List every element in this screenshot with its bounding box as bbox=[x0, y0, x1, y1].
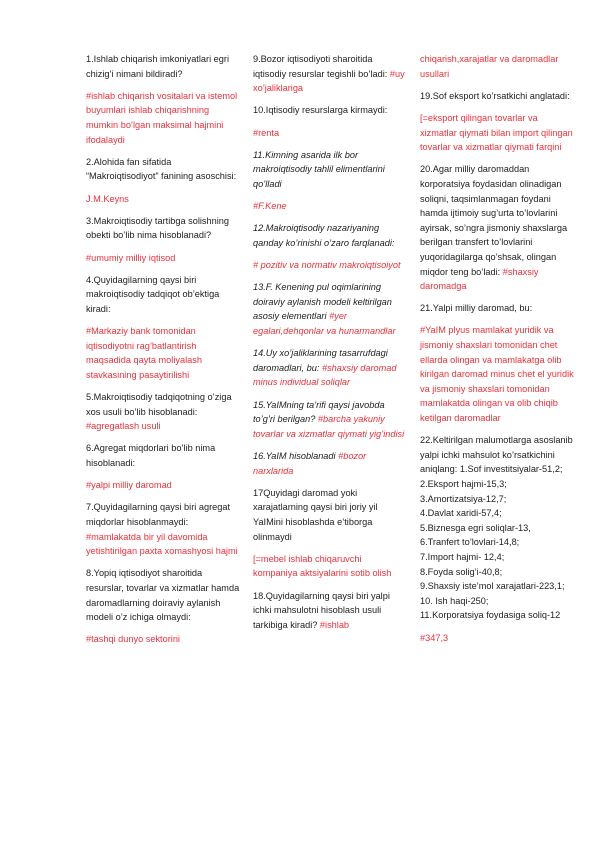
question-text bbox=[420, 301, 574, 316]
text-line: #YaIM plyus mamlakat yuridik va jismoniy shaxslari tomonidan chet ellarda olingan va mamlakatga olib kirilgan daromad minus chet el yuridik va jismoniy shaxslari tomonidan mamlakatda olingan va olib chiqib ketilgan daromadlar bbox=[420, 325, 574, 424]
text-line: 8.Foyda solig’i-40,8; bbox=[420, 566, 503, 577]
text-line: 12.Makroiqtisodiy nazariyaning qanday ko’rinishi o’zaro farqlanadi: bbox=[253, 223, 395, 248]
answer-text: #ishlab bbox=[319, 619, 350, 630]
text-line: 18.Quyidagilarning qaysi biri yalpi ichki mahsulotni hisoblash usuli tarkibiga kiradi? bbox=[253, 590, 390, 630]
text-line: J.M.Keyns bbox=[86, 193, 129, 204]
text-line: #yalpi milliy daromad bbox=[86, 480, 172, 491]
text-line: 3.Makroiqtisodiy tartibga solishning obekti bo’lib nima hisoblanadi? bbox=[86, 215, 229, 241]
text-line: 19.Sof eksport ko’rsatkichi anglatadi: bbox=[420, 90, 570, 101]
question-text bbox=[253, 398, 407, 442]
answer-text bbox=[420, 52, 574, 81]
text-line: #renta bbox=[253, 127, 280, 138]
answer-text bbox=[86, 478, 240, 493]
answer-text bbox=[420, 323, 574, 425]
text-line: 1.Ishlab chiqarish imkoniyatlari egri chizig’i nimani bildiradi? bbox=[86, 54, 229, 79]
text-line: 9.Bozor iqtisodiyoti sharoitida iqtisodiy resurslar tegishli bo’ladi: bbox=[253, 54, 388, 79]
text-line: 21.Yalpi milliy daromad, bu: bbox=[420, 303, 533, 314]
text-line: 7.Import hajmi- 12,4; bbox=[420, 551, 505, 562]
text-line: #ishlab chiqarish vositalari va istemol buyumlari ishlab chiqarishning mumkin bo’lgan maksimal hajmini ifodalaydi bbox=[86, 90, 238, 145]
text-line: 5.Biznesga egri soliqlar-13, bbox=[420, 522, 531, 533]
text-line: chiqarish,xarajatlar va daromadlar usullari bbox=[420, 54, 559, 79]
question-text bbox=[86, 52, 240, 81]
text-line: 6.Tranfert to’lovlari-14,8; bbox=[420, 537, 520, 548]
text-line: 8.Yopiq iqtisodiyot sharoitida resurslar, tovarlar va xizmatlar hamda daromadlarning doiraviy aylanish modeli o’z ichiga olmaydi: bbox=[86, 568, 240, 623]
text-line: 2.Eksport hajmi-15,3; bbox=[420, 479, 507, 489]
answer-text: #mamlakatda bir yil davomida yetishtirilgan paxta xomashyosi hajmi bbox=[86, 531, 238, 557]
question-text bbox=[86, 214, 240, 243]
question-text bbox=[253, 103, 407, 118]
answer-text bbox=[86, 632, 240, 647]
text-line: 6.Agregat miqdorlari bo’lib nima hisoblanadi: bbox=[86, 443, 216, 468]
text-line: # pozitiv va normativ makroiqtisoiyot bbox=[253, 260, 401, 271]
question-text bbox=[253, 148, 407, 192]
question-text bbox=[420, 433, 574, 623]
text-line: #F.Kene bbox=[253, 201, 287, 212]
question-text bbox=[86, 273, 240, 317]
text-line: 22.Keltirilgan malumotlarga asoslanib yalpi ichki mahsulot ko’rsatkichini aniqlang: 1.Sof investitsiyalar-51,2; bbox=[420, 435, 573, 475]
answer-text: #yer egalari,dehqonlar va hunarmandlar bbox=[253, 311, 396, 337]
text-line: #tashqi dunyo sektorini bbox=[86, 634, 180, 645]
question-text bbox=[420, 89, 574, 104]
answer-text bbox=[86, 89, 240, 147]
text-line: [=eksport qilingan tovarlar va xizmatlar qiymati bilan import qilingan tovarlar va xizmatlar qiymati farqini bbox=[420, 112, 573, 153]
answer-text: #uy xo’jaliklariga bbox=[253, 68, 405, 94]
text-line: 9.Shaxsiy iste’mol xarajatlari-223,1; 10. Ish haqi-250; bbox=[420, 581, 565, 606]
question-text bbox=[253, 280, 407, 338]
question-text bbox=[253, 486, 407, 544]
question-text bbox=[253, 221, 407, 250]
answer-text bbox=[253, 258, 407, 273]
text-line: #umumiy milliy iqtisod bbox=[86, 252, 176, 263]
answer-text bbox=[420, 631, 574, 646]
question-text bbox=[253, 346, 407, 390]
text-line: 4.Davlat xaridi-57,4; bbox=[420, 508, 502, 519]
text-line: 5.Makroiqtisodiy tadqiqotning o’ziga xos usuli bo’lib hisoblanadi: bbox=[86, 392, 232, 417]
question-text bbox=[420, 162, 574, 293]
text-line: 7.Quyidagilarning qaysi biri agregat miqdorlar hisoblanmaydi: bbox=[86, 502, 231, 527]
question-text bbox=[86, 441, 240, 470]
question-text bbox=[253, 589, 407, 633]
text-line: 11.Kimning asarida ilk bor makroiqtisodiy tahlil elimentlarini qo’lladi bbox=[253, 149, 385, 189]
answer-text: #shaxsiy daromadga bbox=[420, 266, 539, 292]
question-text bbox=[86, 566, 240, 624]
question-text bbox=[86, 390, 240, 434]
text-line: 3.Amortizatsiya-12,7; bbox=[420, 493, 507, 504]
text-line: #Markaziy bank tomonidan iqtisodiyotni rag’batlantirish maqsadida qayta moliyalash stavkasining pasaytirilishi bbox=[86, 326, 202, 380]
answer-text bbox=[86, 192, 240, 207]
answer-text: #barcha yakuniy tovarlar va xizmatlar qiymati yig’indisi bbox=[253, 414, 405, 439]
text-line: 11.Korporatsiya foydasiga soliq-12 bbox=[420, 610, 561, 621]
column-right bbox=[420, 52, 574, 653]
answer-text bbox=[253, 126, 407, 141]
answer-text bbox=[86, 324, 240, 382]
question-text bbox=[253, 52, 407, 96]
text-line: [=mebel ishlab chiqaruvchi kompaniya aktsiyalarini sotib olish bbox=[253, 553, 392, 579]
text-line: 4.Quyidagilarning qaysi biri makroiqtisodiy tadqiqot ob’ektiga kiradi: bbox=[86, 274, 220, 314]
text-line: 14.Uy xo’jaliklarining tasarrufdagi daromadlari, bu: bbox=[253, 348, 388, 373]
column-left bbox=[86, 52, 240, 655]
answer-text: #bozor narxlarida bbox=[253, 451, 367, 476]
answer-text: #shaxsiy daromad minus individual soliqlar bbox=[253, 362, 397, 388]
text-line: 13.F. Kenening pul oqimlarining doiraviy aylanish modeli keltirilgan asosiy elementlari bbox=[253, 282, 392, 322]
question-text bbox=[253, 449, 407, 478]
text-line: 2.Alohida fan sifatida “Makroiqtisodiyot” fanining asoschisi: bbox=[86, 156, 237, 182]
answer-text bbox=[253, 199, 407, 214]
text-line: #347,3 bbox=[420, 632, 449, 643]
answer-text bbox=[253, 552, 407, 581]
question-text bbox=[86, 155, 240, 184]
text-line: 15.YaIMning ta’rifi qaysi javobda to’g’ri berilgan? bbox=[253, 399, 385, 425]
answer-text bbox=[86, 251, 240, 266]
question-text bbox=[86, 500, 240, 558]
answer-text: #agregatlash usuli bbox=[86, 421, 161, 432]
column-middle bbox=[253, 52, 407, 640]
answer-text bbox=[420, 111, 574, 155]
text-line: 20.Agar milliy daromaddan korporatsiya foydasidan olinadigan soliqni, taqsimlanmagan foydani hamda ijtimoiy sug’urta to’lovlarini ayirsak, so’ngra jismoniy shaxslarga berilgan transfert to’lovlarini yuqoridagilarga qo’shsak, olingan miqdor teng bo’ladi: bbox=[420, 164, 568, 277]
text-line: 17Quyidagi daromad yoki xarajatlarning qaysi biri joriy yil YaIMini hisoblashda e’tiborga olinmaydi bbox=[253, 487, 378, 542]
text-line: 10.Iqtisodiy resurslarga kirmaydi: bbox=[253, 105, 388, 116]
text-line: 16.YaIM hisoblanadi bbox=[253, 451, 336, 461]
